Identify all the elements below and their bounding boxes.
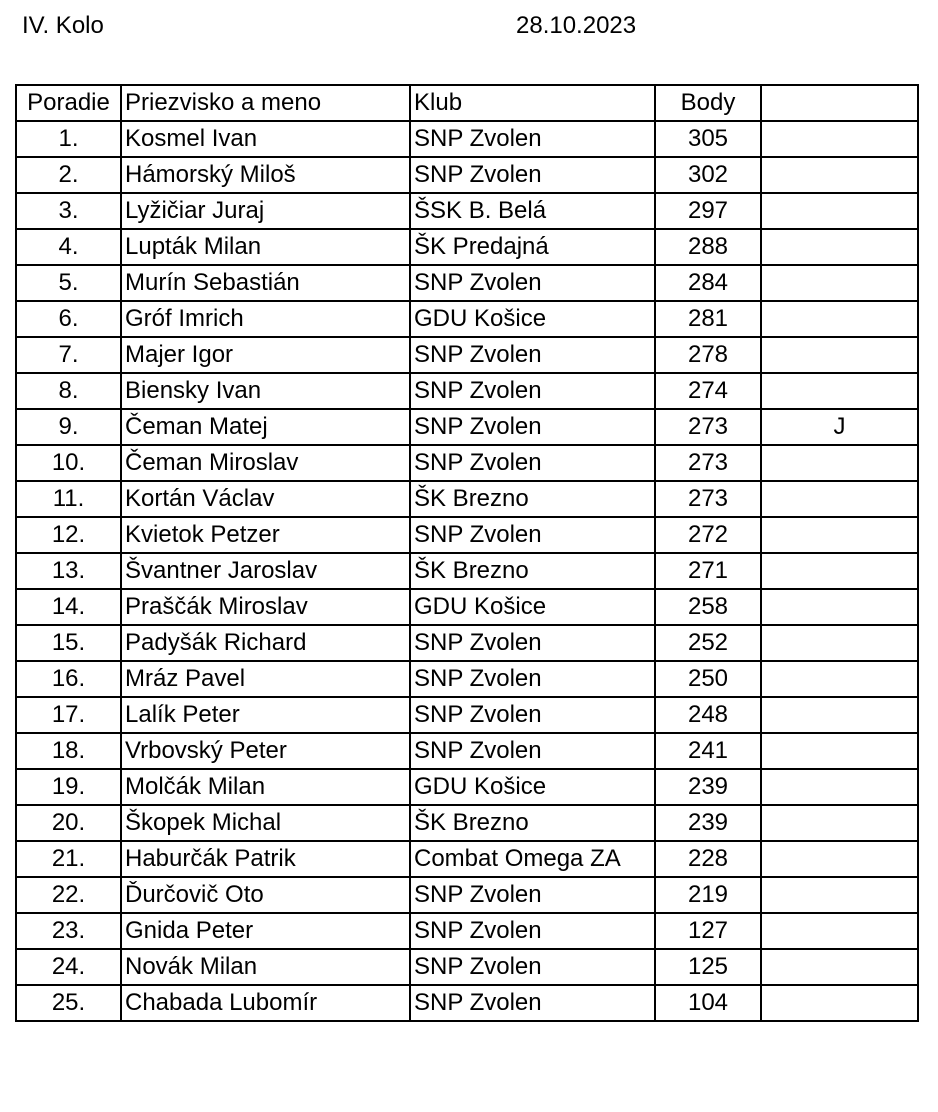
column-header-name: Priezvisko a meno bbox=[121, 85, 410, 121]
cell-points: 284 bbox=[655, 265, 761, 301]
cell-name: Čeman Miroslav bbox=[121, 445, 410, 481]
cell-club: GDU Košice bbox=[410, 769, 655, 805]
table-row bbox=[16, 625, 918, 661]
cell-rank: 8. bbox=[16, 373, 121, 409]
cell-points: 271 bbox=[655, 553, 761, 589]
cell-note bbox=[761, 841, 918, 877]
table-header-row bbox=[16, 85, 918, 121]
results-table bbox=[15, 84, 919, 1022]
cell-club: SNP Zvolen bbox=[410, 157, 655, 193]
cell-rank: 17. bbox=[16, 697, 121, 733]
cell-club: SNP Zvolen bbox=[410, 517, 655, 553]
cell-note bbox=[761, 445, 918, 481]
table-row bbox=[16, 157, 918, 193]
page-title: IV. Kolo bbox=[22, 12, 104, 39]
cell-name: Lyžičiar Juraj bbox=[121, 193, 410, 229]
cell-club: SNP Zvolen bbox=[410, 409, 655, 445]
table-row bbox=[16, 229, 918, 265]
cell-points: 274 bbox=[655, 373, 761, 409]
cell-name: Murín Sebastián bbox=[121, 265, 410, 301]
cell-rank: 18. bbox=[16, 733, 121, 769]
cell-points: 297 bbox=[655, 193, 761, 229]
cell-club: SNP Zvolen bbox=[410, 877, 655, 913]
table-row bbox=[16, 481, 918, 517]
table-row bbox=[16, 301, 918, 337]
cell-club: SNP Zvolen bbox=[410, 985, 655, 1021]
cell-points: 104 bbox=[655, 985, 761, 1021]
cell-rank: 21. bbox=[16, 841, 121, 877]
cell-rank: 6. bbox=[16, 301, 121, 337]
column-header-rank: Poradie bbox=[16, 85, 121, 121]
cell-rank: 25. bbox=[16, 985, 121, 1021]
cell-points: 248 bbox=[655, 697, 761, 733]
cell-points: 278 bbox=[655, 337, 761, 373]
cell-points: 241 bbox=[655, 733, 761, 769]
column-header-club: Klub bbox=[410, 85, 655, 121]
table-row bbox=[16, 517, 918, 553]
cell-rank: 10. bbox=[16, 445, 121, 481]
cell-club: SNP Zvolen bbox=[410, 661, 655, 697]
cell-rank: 4. bbox=[16, 229, 121, 265]
cell-note bbox=[761, 697, 918, 733]
cell-points: 272 bbox=[655, 517, 761, 553]
results-body bbox=[16, 121, 918, 1021]
table-row bbox=[16, 193, 918, 229]
cell-name: Ďurčovič Oto bbox=[121, 877, 410, 913]
cell-points: 127 bbox=[655, 913, 761, 949]
cell-points: 239 bbox=[655, 769, 761, 805]
cell-club: GDU Košice bbox=[410, 301, 655, 337]
cell-note bbox=[761, 301, 918, 337]
cell-rank: 7. bbox=[16, 337, 121, 373]
cell-note bbox=[761, 553, 918, 589]
cell-club: SNP Zvolen bbox=[410, 697, 655, 733]
cell-points: 273 bbox=[655, 481, 761, 517]
cell-points: 125 bbox=[655, 949, 761, 985]
cell-points: 252 bbox=[655, 625, 761, 661]
cell-rank: 16. bbox=[16, 661, 121, 697]
cell-rank: 11. bbox=[16, 481, 121, 517]
cell-name: Novák Milan bbox=[121, 949, 410, 985]
cell-name: Lupták Milan bbox=[121, 229, 410, 265]
cell-note bbox=[761, 877, 918, 913]
cell-note bbox=[761, 733, 918, 769]
cell-club: SNP Zvolen bbox=[410, 913, 655, 949]
cell-rank: 19. bbox=[16, 769, 121, 805]
cell-club: SNP Zvolen bbox=[410, 265, 655, 301]
cell-club: SNP Zvolen bbox=[410, 625, 655, 661]
cell-note bbox=[761, 265, 918, 301]
cell-points: 281 bbox=[655, 301, 761, 337]
cell-name: Škopek Michal bbox=[121, 805, 410, 841]
cell-club: ŠK Brezno bbox=[410, 805, 655, 841]
cell-club: SNP Zvolen bbox=[410, 121, 655, 157]
cell-note bbox=[761, 193, 918, 229]
cell-note bbox=[761, 337, 918, 373]
table-row bbox=[16, 265, 918, 301]
cell-note bbox=[761, 121, 918, 157]
cell-rank: 13. bbox=[16, 553, 121, 589]
cell-name: Biensky Ivan bbox=[121, 373, 410, 409]
cell-name: Majer Igor bbox=[121, 337, 410, 373]
cell-rank: 22. bbox=[16, 877, 121, 913]
cell-points: 219 bbox=[655, 877, 761, 913]
cell-club: ŠSK B. Belá bbox=[410, 193, 655, 229]
cell-note bbox=[761, 661, 918, 697]
table-row bbox=[16, 589, 918, 625]
cell-note bbox=[761, 805, 918, 841]
cell-name: Gnida Peter bbox=[121, 913, 410, 949]
cell-note bbox=[761, 517, 918, 553]
cell-name: Praščák Miroslav bbox=[121, 589, 410, 625]
table-row bbox=[16, 985, 918, 1021]
cell-club: SNP Zvolen bbox=[410, 445, 655, 481]
table-row bbox=[16, 121, 918, 157]
cell-name: Kvietok Petzer bbox=[121, 517, 410, 553]
cell-club: ŠK Brezno bbox=[410, 553, 655, 589]
table-row bbox=[16, 769, 918, 805]
column-header-points: Body bbox=[655, 85, 761, 121]
cell-name: Kosmel Ivan bbox=[121, 121, 410, 157]
cell-club: SNP Zvolen bbox=[410, 733, 655, 769]
cell-rank: 23. bbox=[16, 913, 121, 949]
cell-points: 250 bbox=[655, 661, 761, 697]
cell-note bbox=[761, 949, 918, 985]
table-row bbox=[16, 661, 918, 697]
table-row bbox=[16, 841, 918, 877]
cell-rank: 1. bbox=[16, 121, 121, 157]
cell-club: GDU Košice bbox=[410, 589, 655, 625]
cell-name: Lalík Peter bbox=[121, 697, 410, 733]
cell-note bbox=[761, 913, 918, 949]
cell-club: SNP Zvolen bbox=[410, 373, 655, 409]
cell-note bbox=[761, 373, 918, 409]
cell-club: Combat Omega ZA bbox=[410, 841, 655, 877]
cell-name: Chabada Lubomír bbox=[121, 985, 410, 1021]
cell-rank: 15. bbox=[16, 625, 121, 661]
table-row bbox=[16, 733, 918, 769]
cell-note bbox=[761, 481, 918, 517]
table-row bbox=[16, 805, 918, 841]
cell-points: 239 bbox=[655, 805, 761, 841]
cell-name: Haburčák Patrik bbox=[121, 841, 410, 877]
table-row bbox=[16, 337, 918, 373]
cell-note: J bbox=[761, 409, 918, 445]
table-row bbox=[16, 913, 918, 949]
cell-name: Molčák Milan bbox=[121, 769, 410, 805]
cell-rank: 24. bbox=[16, 949, 121, 985]
table-row bbox=[16, 553, 918, 589]
table-row bbox=[16, 697, 918, 733]
table-row bbox=[16, 445, 918, 481]
cell-club: ŠK Predajná bbox=[410, 229, 655, 265]
cell-note bbox=[761, 589, 918, 625]
table-row bbox=[16, 373, 918, 409]
cell-rank: 14. bbox=[16, 589, 121, 625]
cell-name: Padyšák Richard bbox=[121, 625, 410, 661]
table-row bbox=[16, 949, 918, 985]
table-row bbox=[16, 409, 918, 445]
cell-rank: 3. bbox=[16, 193, 121, 229]
cell-name: Vrbovský Peter bbox=[121, 733, 410, 769]
cell-points: 273 bbox=[655, 445, 761, 481]
cell-points: 273 bbox=[655, 409, 761, 445]
cell-name: Čeman Matej bbox=[121, 409, 410, 445]
cell-rank: 2. bbox=[16, 157, 121, 193]
table-row bbox=[16, 877, 918, 913]
cell-note bbox=[761, 625, 918, 661]
cell-points: 288 bbox=[655, 229, 761, 265]
cell-rank: 9. bbox=[16, 409, 121, 445]
cell-note bbox=[761, 769, 918, 805]
event-date: 28.10.2023 bbox=[516, 12, 637, 39]
cell-points: 305 bbox=[655, 121, 761, 157]
cell-points: 258 bbox=[655, 589, 761, 625]
cell-note bbox=[761, 985, 918, 1021]
cell-points: 228 bbox=[655, 841, 761, 877]
cell-name: Hámorský Miloš bbox=[121, 157, 410, 193]
cell-club: ŠK Brezno bbox=[410, 481, 655, 517]
cell-rank: 5. bbox=[16, 265, 121, 301]
cell-name: Gróf Imrich bbox=[121, 301, 410, 337]
cell-name: Švantner Jaroslav bbox=[121, 553, 410, 589]
cell-note bbox=[761, 229, 918, 265]
cell-rank: 12. bbox=[16, 517, 121, 553]
cell-points: 302 bbox=[655, 157, 761, 193]
cell-rank: 20. bbox=[16, 805, 121, 841]
cell-note bbox=[761, 157, 918, 193]
column-header-note bbox=[761, 85, 918, 121]
cell-name: Mráz Pavel bbox=[121, 661, 410, 697]
cell-club: SNP Zvolen bbox=[410, 949, 655, 985]
cell-name: Kortán Václav bbox=[121, 481, 410, 517]
cell-club: SNP Zvolen bbox=[410, 337, 655, 373]
